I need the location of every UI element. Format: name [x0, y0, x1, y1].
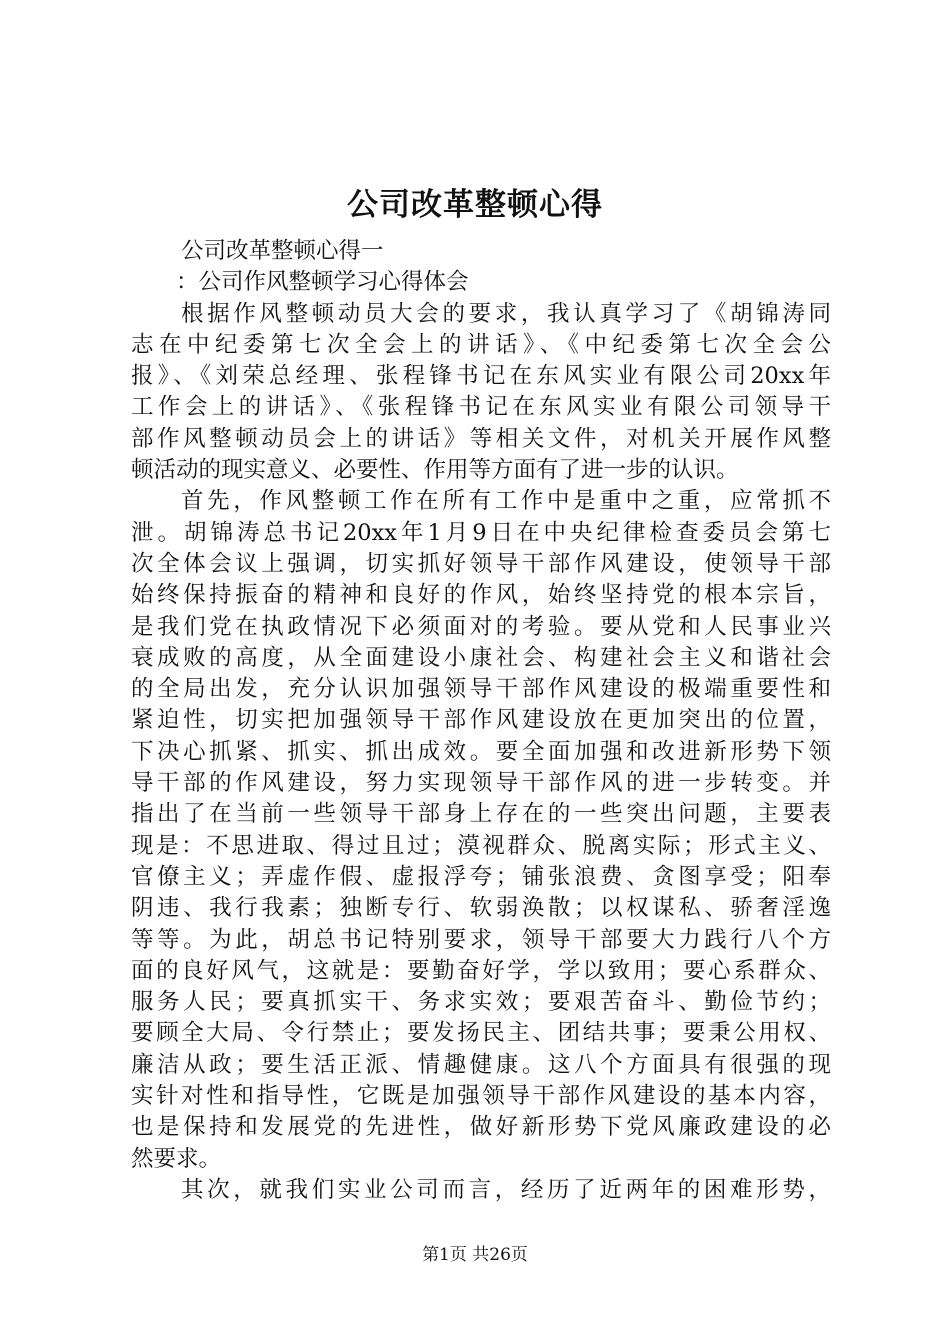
paragraph-line: 指出了在当前一些领导干部身上存在的一些突出问题，主要表: [131, 801, 831, 828]
paragraph-line: 首先，作风整顿工作在所有工作中是重中之重，应常抓不: [181, 488, 831, 515]
paragraph-line: 然要求。: [131, 1145, 222, 1172]
paragraph-line: 是我们党在执政情况下必须面对的考验。要从党和人民事业兴: [131, 613, 831, 640]
paragraph-line: 衰成败的高度，从全面建设小康社会、构建社会主义和谐社会: [131, 644, 831, 671]
paragraph-line: 始终保持振奋的精神和良好的作风，始终坚持党的根本宗旨，: [131, 582, 831, 609]
paragraph-line: 其次，就我们实业公司而言，经历了近两年的困难形势，: [181, 1176, 831, 1203]
page-footer: 第1页 共26页: [422, 1245, 528, 1265]
paragraph-line: 导干部的作风建设，努力实现领导干部作风的进一步转变。并: [131, 770, 831, 797]
paragraph-line: 阴违、我行我素；独断专行、软弱涣散；以权谋私、骄奢淫逸: [131, 895, 831, 922]
paragraph-line: 顿活动的现实意义、必要性、作用等方面有了进一步的认识。: [131, 457, 739, 484]
paragraph-line: 次全体会议上强调，切实抓好领导干部作风建设，使领导干部: [131, 550, 831, 577]
paragraph-line: 服务人民；要真抓实干、务求实效；要艰苦奋斗、勤俭节约；: [131, 989, 831, 1016]
paragraph-line: 也是保持和发展党的先进性，做好新形势下党风廉政建设的必: [131, 1114, 831, 1141]
paragraph-line: 等等。为此，胡总书记特别要求，领导干部要大力践行八个方: [131, 926, 831, 953]
paragraph-line: 面的良好风气，这就是：要勤奋好学，学以致用；要心系群众、: [131, 957, 831, 984]
paragraph-line: 现是：不思进取、得过且过；漠视群众、脱离实际；形式主义、: [131, 832, 831, 859]
paragraph-line: 官僚主义；弄虚作假、虚报浮夸；铺张浪费、贪图享受；阳奉: [131, 863, 831, 890]
paragraph-line: 工作会上的讲话》、《张程锋书记在东风实业有限公司领导干: [131, 394, 831, 421]
paragraph-line: 下决心抓紧、抓实、抓出成效。要全面加强和改进新形势下领: [131, 738, 831, 765]
document-title: 公司改革整顿心得: [347, 187, 603, 223]
paragraph-line: 部作风整顿动员会上的讲话》等相关文件，对机关开展作风整: [131, 425, 831, 452]
document-body: [131, 236, 831, 1206]
paragraph-line: 志在中纪委第七次全会上的讲话》、《中纪委第七次全会公: [131, 331, 831, 358]
paragraph-line: 的全局出发，充分认识加强领导干部作风建设的极端重要性和: [131, 676, 831, 703]
subtitle-line: ：公司作风整顿学习心得体会: [176, 269, 469, 296]
paragraph-line: 要顾全大局、令行禁止；要发扬民主、团结共事；要秉公用权、: [131, 1020, 831, 1047]
paragraph-line: 紧迫性，切实把加强领导干部作风建设放在更加突出的位置，: [131, 707, 831, 734]
subtitle-line: 公司改革整顿心得一: [181, 238, 384, 264]
paragraph-line: 泄。胡锦涛总书记20xx年1月9日在中央纪律检查委员会第七: [131, 519, 831, 546]
paragraph-line: 根据作风整顿动员大会的要求，我认真学习了《胡锦涛同: [181, 300, 831, 327]
paragraph-line: 廉洁从政；要生活正派、情趣健康。这八个方面具有很强的现: [131, 1051, 831, 1078]
paragraph-line: 报》、《刘荣总经理、张程锋书记在东风实业有限公司20xx年: [131, 363, 831, 390]
paragraph-line: 实针对性和指导性，它既是加强领导干部作风建设的基本内容，: [131, 1083, 831, 1110]
